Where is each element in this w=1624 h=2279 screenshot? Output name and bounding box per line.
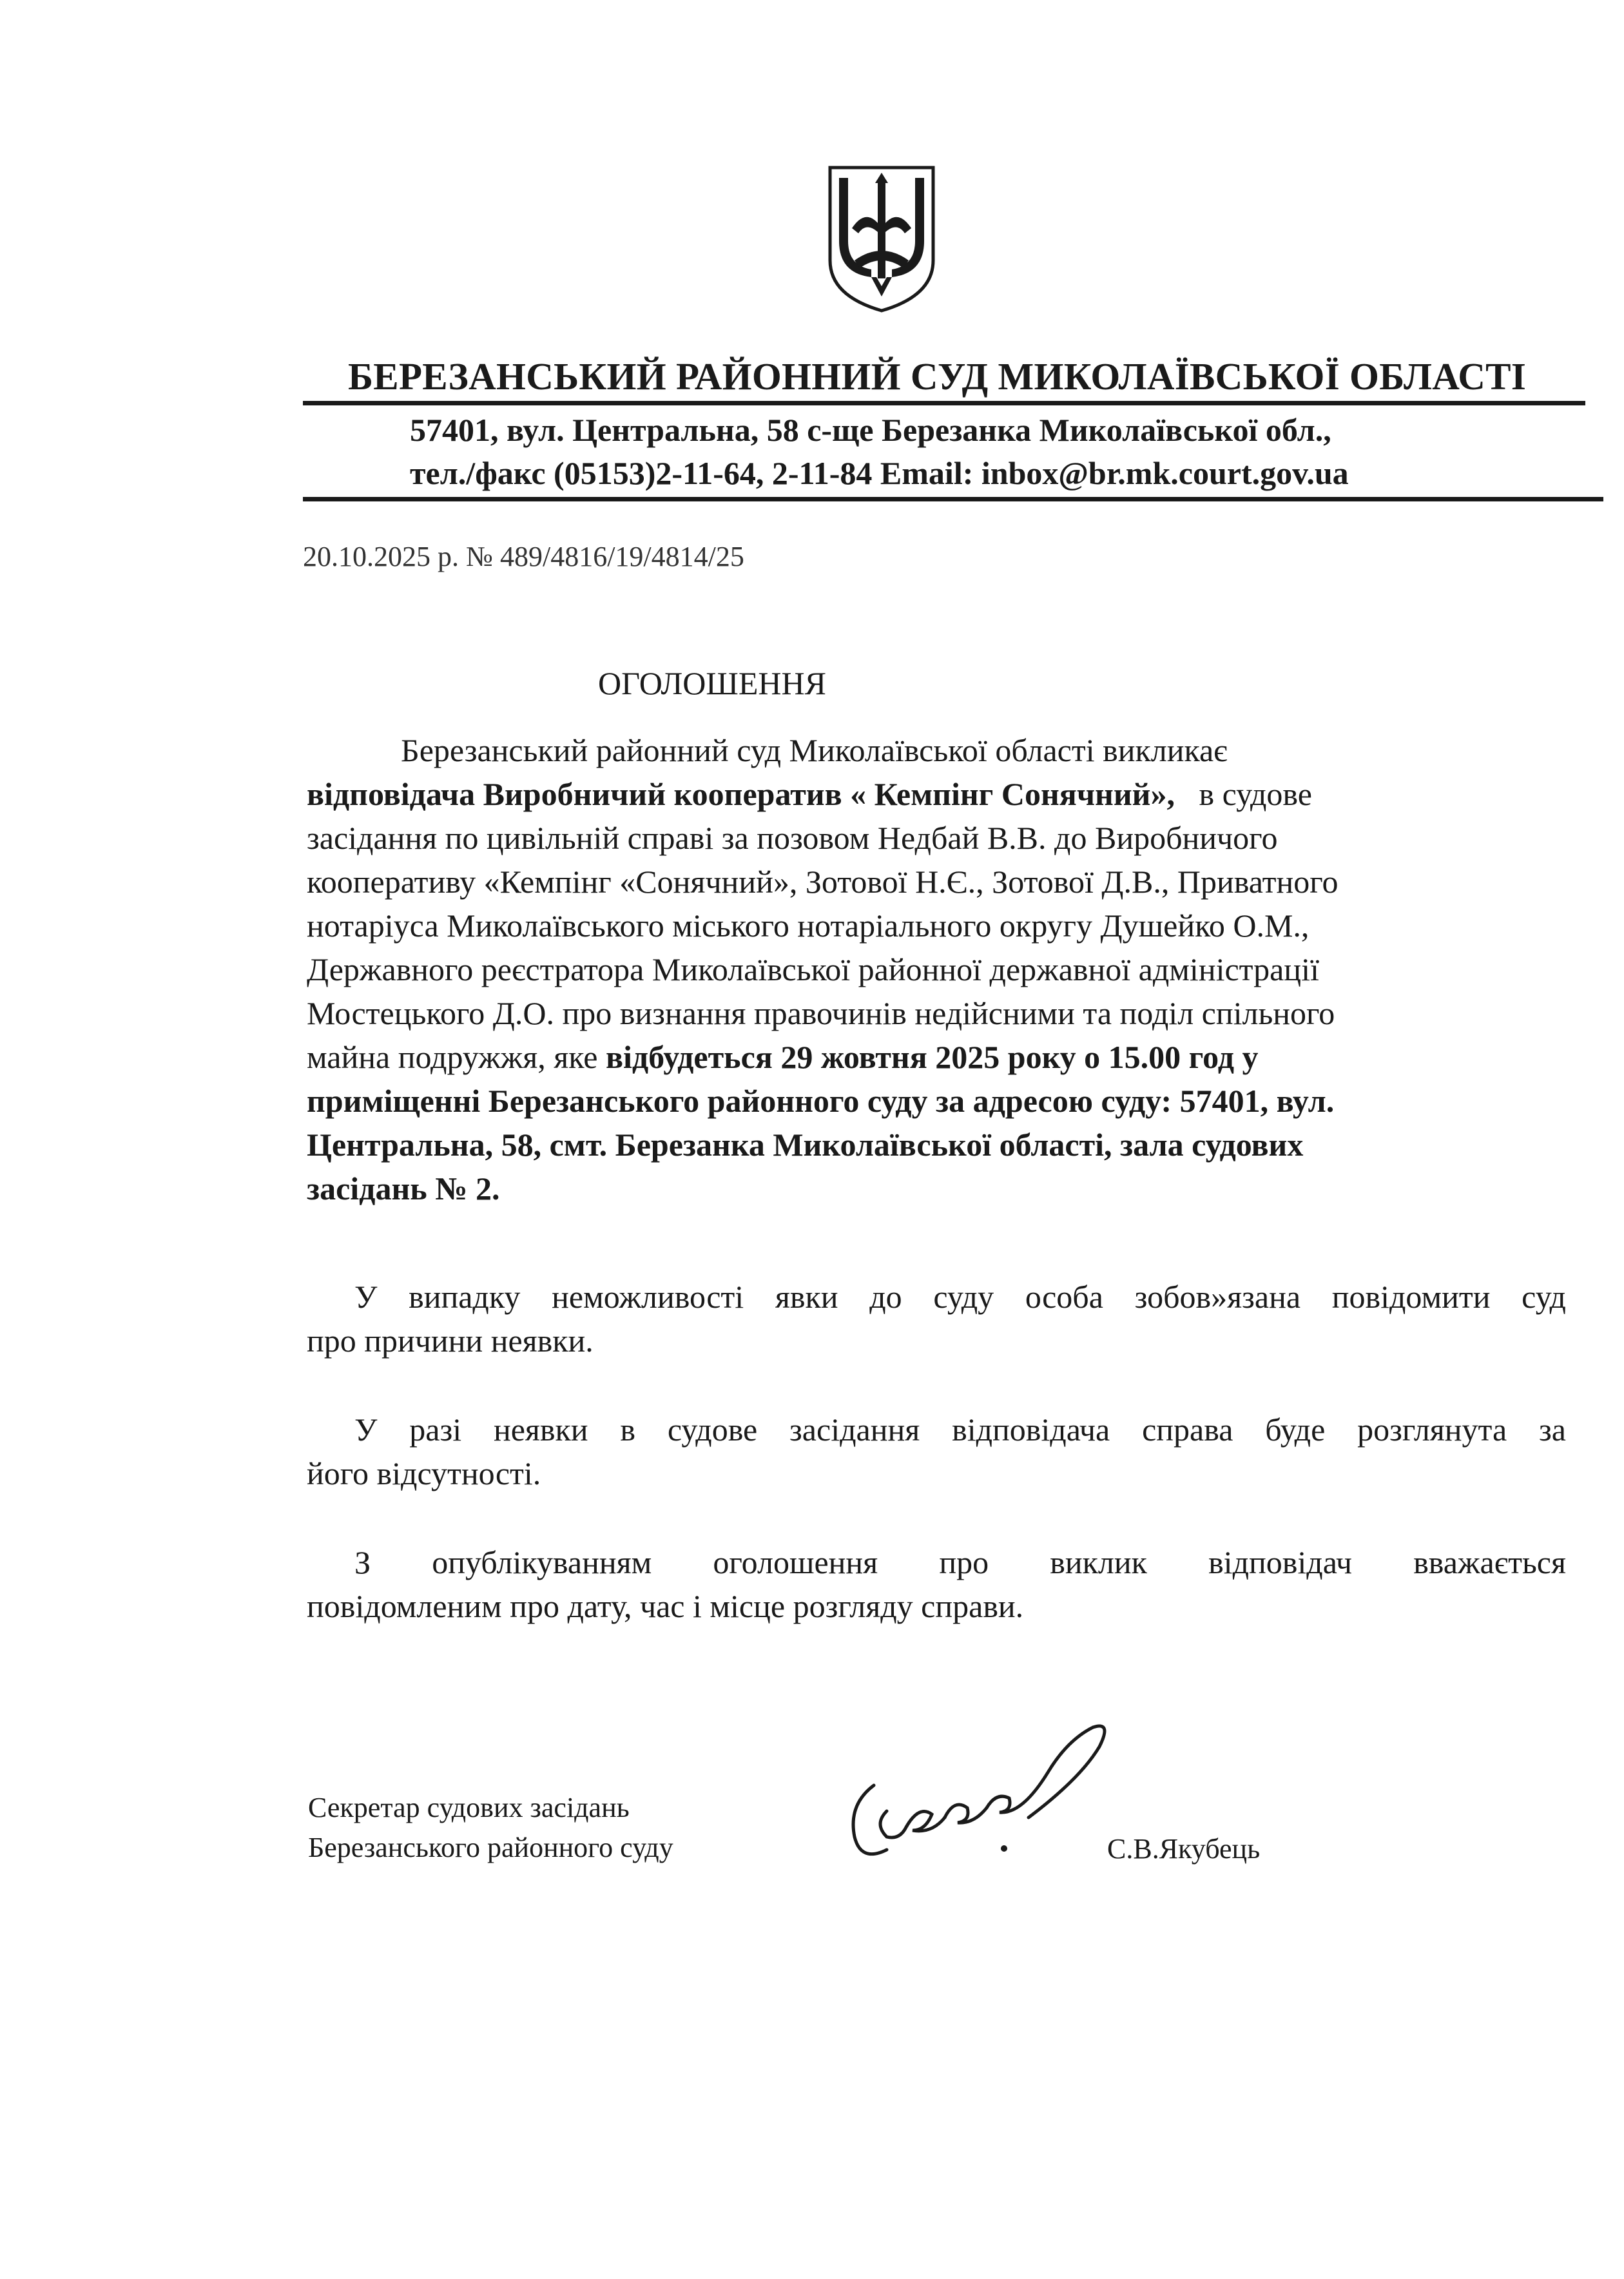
court-contacts: тел./факс (05153)2-11-64, 2-11-84 Email: inbox@br.mk.court.gov.ua [410,455,1349,491]
handwritten-signature-icon [835,1702,1125,1895]
paragraph4-line1: З опублікуванням оголошення про виклик відповідач вважається [354,1544,1566,1580]
paragraph1-line10: Центральна, 58, смт. Березанка Миколаївської області, зала судових [307,1127,1304,1163]
paragraph1-line2 [307,773,1570,815]
paragraph1-line8 [307,1036,1570,1078]
hearing-date: відбудеться 29 жовтня 2025 року о 15.00 год у [605,1039,1259,1075]
paragraph1-line7: Мостецького Д.О. про визнання правочинів недійсними та поділ спільного [307,995,1335,1031]
registration-number: 20.10.2025 р. № 489/4816/19/4814/25 [303,541,744,572]
document-title: ОГОЛОШЕННЯ [598,665,826,701]
paragraph1-line4: кооперативу «Кемпінг «Сонячний», Зотової Н.Є., Зотової Д.В., Приватного [307,864,1339,900]
paragraph3-line2: його відсутності. [307,1455,541,1491]
paragraph1-line2-rest: в судове [1199,776,1312,812]
paragraph1-line9: приміщенні Березанського районного суду за адресою суду: 57401, вул. [307,1083,1335,1119]
paragraph1-line8-plain: майна подружжя, яке [307,1039,598,1075]
paragraph1-line6: Державного реєстратора Миколаївської районної державної адміністрації [307,951,1319,987]
header-divider-top [303,401,1585,405]
paragraph4-line2: повідомленим про дату, час і місце розгляду справи. [307,1588,1024,1624]
paragraph2-line1: У випадку неможливості явки до суду особа зобов»язана повідомити суд [354,1279,1566,1315]
paragraph1-line11: засідань № 2. [307,1170,500,1207]
signer-position-line1: Секретар судових засідань [308,1792,630,1823]
court-address: 57401, вул. Центральна, 58 с-ще Березанка Миколаївської обл., [410,412,1331,448]
paragraph2-line2: про причини неявки. [307,1323,594,1359]
paragraph1-line5: нотаріуса Миколаївського міського нотаріального округу Душейко О.М., [307,907,1310,944]
signer-name: С.В.Якубець [1107,1833,1261,1865]
paragraph1-line3: засідання по цивільній справі за позовом Недбай В.В. до Виробничого [307,820,1278,856]
trident-coat-of-arms-icon [826,164,937,313]
paragraph3-line1: У разі неявки в судове засідання відповідача справа буде розглянута за [354,1411,1566,1448]
court-name: БЕРЕЗАНСЬКИЙ РАЙОННИЙ СУД МИКОЛАЇВСЬКОЇ ОБЛАСТІ [348,355,1527,398]
defendant-name: відповідача Виробничий кооператив « Кемпінг Сонячний», [307,776,1175,812]
header-divider-bottom [303,497,1603,501]
signer-position-line2: Березанського районного суду [308,1832,673,1863]
paragraph1-line1: Березанський районний суд Миколаївської області викликає [401,732,1228,768]
